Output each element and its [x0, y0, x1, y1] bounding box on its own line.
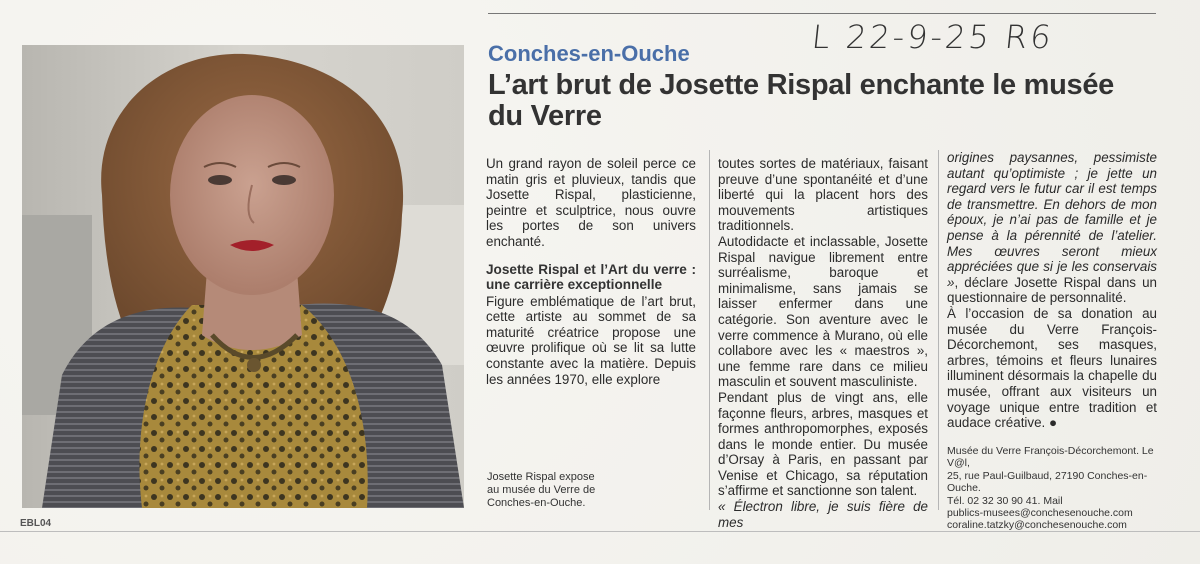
- info-line: Musée du Verre François-Décorchemont. Le V@l,: [947, 445, 1154, 470]
- article-column-3: [947, 150, 1157, 431]
- photo-caption: Josette Rispal expose au musée du Verre de Conches-en-Ouche.: [487, 471, 596, 509]
- article-column-2: [718, 156, 928, 530]
- quote-start: « Électron libre, je suis fière de mes: [718, 499, 928, 530]
- top-rule: [488, 13, 1156, 14]
- body-paragraph: Pendant plus de vingt ans, elle façonne fleurs, arbres, masques et formes anthropomorphes, exposés dans le monde entier. Du musée d’Orsay à Paris, en passant par Venise et Chicago, sa réputation s’affirme et sanctionne son talent.: [718, 389, 928, 499]
- info-line: publics-musees@conchesenouche.com: [947, 507, 1133, 520]
- museum-info-box: [947, 445, 1157, 532]
- page-folio: EBL04: [20, 518, 52, 529]
- artist-photo: [22, 45, 464, 508]
- quote-continuation: origines paysannes, pessimiste autant qu’optimiste ; je jette un regard vers le futur car il est temps de transmettre. En dehors de mon époux, je n’ai pas de famille et je pense à la pérennité de l’atelier. Mes œuvres seront mieux appréciées que si je les conservais »: [947, 150, 1157, 290]
- info-line: Tél. 02 32 30 90 41. Mail: [947, 494, 1063, 507]
- column-divider: [938, 150, 939, 510]
- info-line: 25, rue Paul-Guilbaud, 27190 Conches-en-Ouche.: [947, 469, 1148, 495]
- quote-attribution: , déclare Josette Rispal dans un questionnaire de personnalité.: [947, 274, 1157, 306]
- body-paragraph: toutes sortes de matériaux, faisant preuve d’une spontanéité et d’une liberté qui la placent hors des mouvements artistiques traditionnels.: [718, 156, 928, 234]
- body-paragraph: Autodidacte et inclassable, Josette Rispal navigue librement entre surréalisme, baroque et minimalisme, sans jamais se laisser enfermer dans une catégorie. Son aventure avec le verre commence à Murano, où elle collabore avec les « maestros », une femme rare dans ce milieu masculin et souvent masculiniste.: [718, 233, 928, 390]
- info-line: coraline.tatzky@conchesenouche.com: [947, 519, 1127, 532]
- article-headline: L’art brut de Josette Rispal enchante le musée du Verre: [488, 69, 1115, 132]
- handwritten-date: L 22-9-25 R6: [810, 18, 1056, 56]
- column-divider: [709, 150, 710, 510]
- kicker-location: Conches-en-Ouche: [488, 41, 690, 66]
- intro-paragraph: Un grand rayon de soleil perce ce matin gris et pluvieux, tandis que Josette Rispal, plasticienne, peintre et sculptrice, nous ouvre les portes de son univers enchanté.: [486, 156, 696, 249]
- section-subhead: Josette Rispal et l’Art du verre : une carrière exceptionnelle: [486, 261, 696, 292]
- body-paragraph: Figure emblématique de l’art brut, cette artiste au sommet de sa maturité créatrice propose une œuvre prolifique où se lit sa lutte constante avec la matière. Depuis les années 1970, elle explore: [486, 293, 696, 387]
- body-paragraph: À l’occasion de sa donation au musée du Verre François-Décorchemont, ses masques, arbres, témoins et fleurs lunaires illuminent désormais la chapelle du musée, offrant aux visiteurs un voyage unique entre tradition et audace créative. ●: [947, 305, 1157, 431]
- bottom-rule: [0, 531, 1200, 532]
- article-column-1: [486, 156, 696, 387]
